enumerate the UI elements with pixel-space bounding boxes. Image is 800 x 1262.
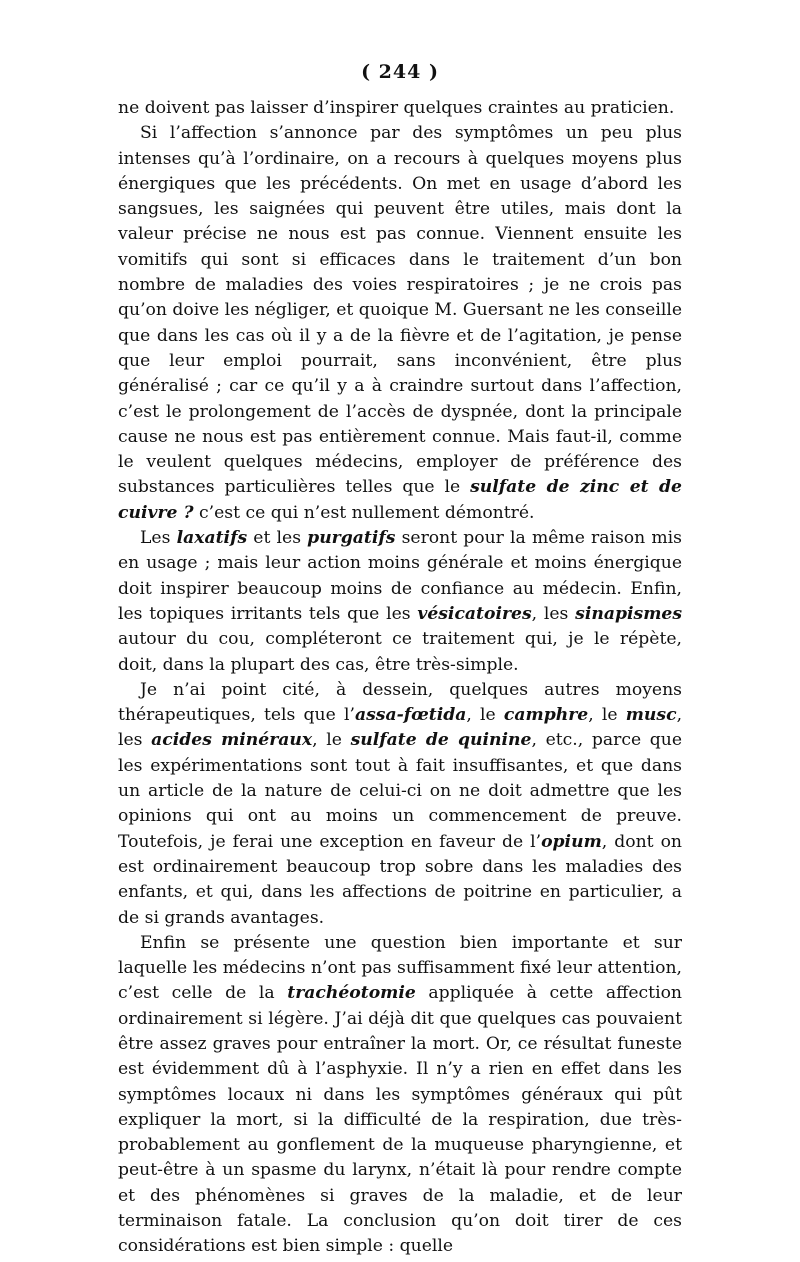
text-run: , dont on est ordinairement beaucoup trop sobre dans les maladies des enfants, et qui, dans les affections de poitrine en particulier, a de si grands avantages. [118, 831, 682, 928]
paragraph-p1 [118, 121, 682, 526]
book-page [118, 60, 682, 1260]
italic-term: sinapismes [575, 603, 683, 624]
italic-term: assa-fœtida [354, 705, 467, 726]
text-run: , le [312, 730, 351, 751]
paragraph-p4 [118, 931, 682, 1260]
italic-term: musc [625, 705, 677, 726]
paragraph-p0 [118, 96, 682, 121]
paragraph-p3 [118, 678, 682, 931]
italic-term: acides minéraux [151, 730, 313, 751]
italic-term: camphre [503, 705, 589, 726]
text-run: , le [588, 705, 626, 726]
text-run: , les [118, 705, 683, 751]
text-run: Si l’affection s’annonce par des symptômes un peu plus intenses qu’à l’ordinaire, on a recours à quelques moyens plus énergiques que les précédents. On met en usage d’abord les sangsues, les saignées qui peuvent être utiles, mais dont la valeur précise ne nous est pas connue. Viennent ensuite les vomitifs qui sont si efficaces dans le traitement d’un bon nombre de maladies des voies respiratoires ; je ne crois pas qu’on doive les négliger, et quoique M. Guersant ne les conseille que dans les cas où il y a de la fièvre et de l’agitation, je pense que leur emploi pourrait, sans inconvénient, être plus généralisé ; car ce qu’il y a à craindre surtout dans l’affection, c’est le prolongement de l’accès de dyspnée, dont la principale cause ne nous est pas entièrement connue. Mais faut-il, comme le veulent quelques médecins, employer de préférence des substances particulières telles que le [118, 123, 682, 498]
italic-term: purgatifs [307, 528, 396, 549]
text-run: , le [466, 705, 504, 726]
text-run: appliquée à cette affection ordinairement si légère. J’ai déjà dit que quelques cas pouvaient être assez graves pour entraîner la mort. Or, ce résultat funeste est évidemment dû à l’asphyxie. Il n’y a rien en effet dans les symptômes locaux ni dans les symptômes généraux qui pût expliquer la mort, si la difficulté de la respiration, due très-probablement au gonflement de la muqueuse pharyngienne, et peut-être à un spasme du larynx, n’était là pour rendre compte et des phénomènes si graves de la maladie, et de leur terminaison fatale. La conclusion qu’on doit tirer de ces considérations est bien simple : quelle [118, 983, 682, 1257]
text-run: autour du cou, compléteront ce traitement qui, je le répète, doit, dans la plupart des cas, être très-simple. [118, 629, 682, 675]
italic-term: vésicatoires [417, 603, 532, 624]
text-run: Les [140, 528, 177, 549]
italic-term: trachéotomie [287, 983, 416, 1004]
italic-term: laxatifs [176, 528, 248, 549]
text-run: Je n’ai point cité, à dessein, quelques autres moyens thérapeutiques, tels que l’ [118, 679, 682, 726]
text-run: Enfin se présente une question bien importante et sur laquelle les médecins n’ont pas suffisamment fixé leur attention, c’est celle de la [118, 932, 682, 1004]
text-run: seront pour la même raison mis en usage ; mais leur action moins générale et moins énergique doit inspirer beaucoup moins de confiance au médecin. Enfin, les topiques irritants tels que les [118, 528, 682, 624]
text-run: , etc., parce que les expérimentations sont tout à fait insuffisantes, et que dans un article de la nature de celui-ci on ne doit admettre que les opinions qui ont au moins un commencement de preuve. Toutefois, je ferai une exception en faveur de l’ [118, 730, 683, 852]
italic-term: opium [541, 831, 602, 852]
paragraph-p2 [118, 526, 682, 678]
page-number: ( 244 ) [361, 61, 439, 83]
text-run: c’est ce qui n’est nullement démontré. [193, 502, 535, 523]
text-run: et les [247, 528, 308, 549]
text-run: , les [531, 603, 576, 624]
text-run: ne doivent pas laisser d’inspirer quelques craintes au praticien. [118, 98, 675, 118]
page-text-body [118, 96, 682, 1260]
italic-term: sulfate de quinine [350, 730, 532, 751]
italic-term: sulfate de zinc et de cuivre ? [118, 477, 682, 523]
